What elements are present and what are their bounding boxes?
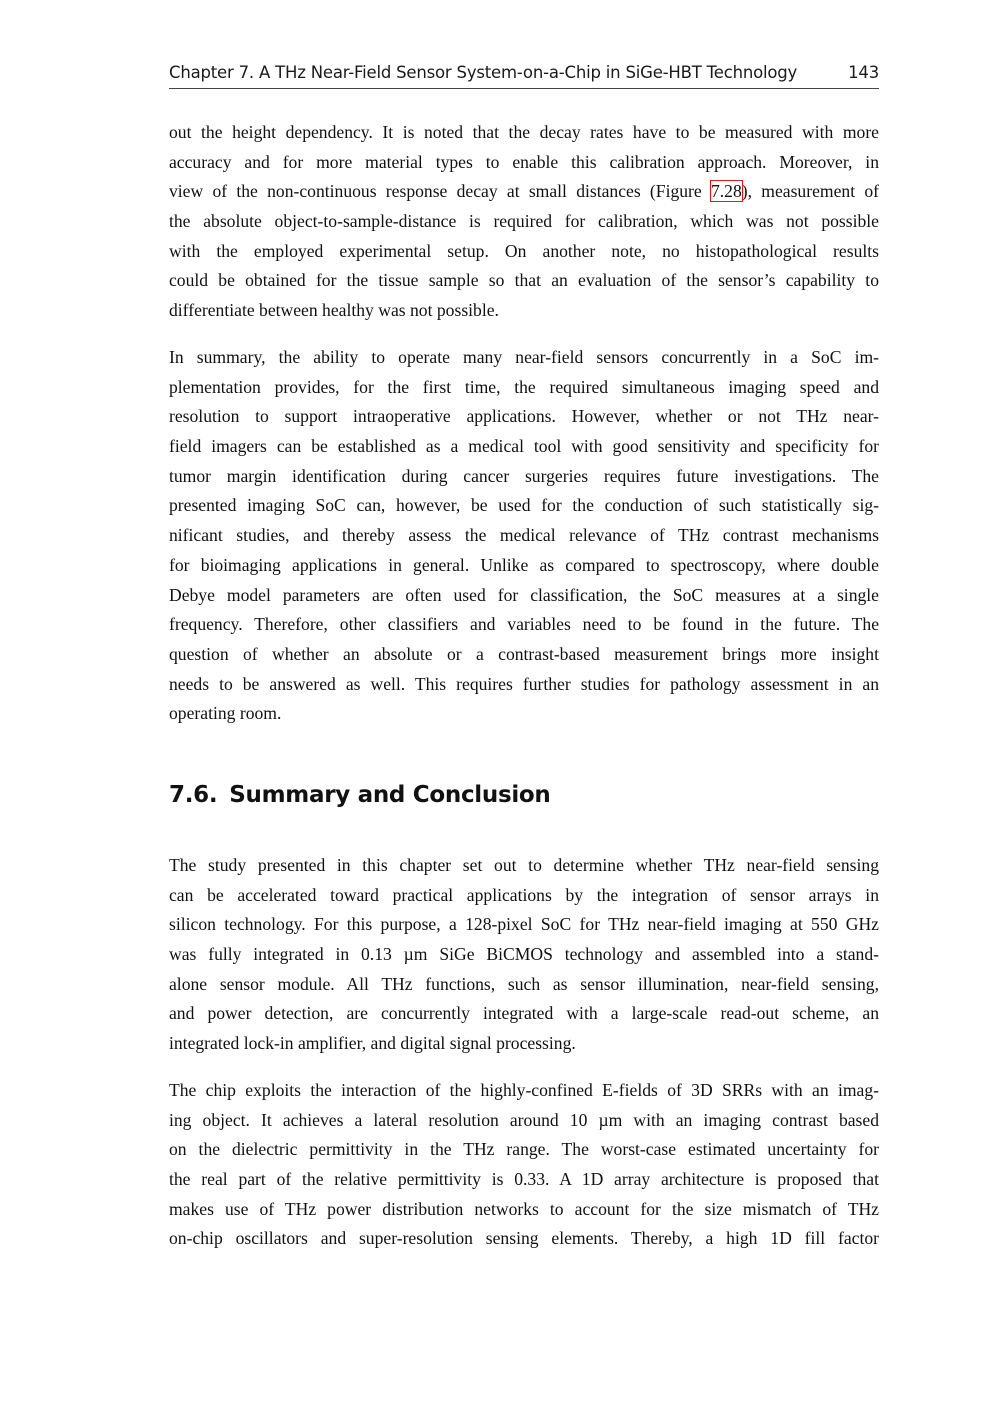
text-line: field imagers can be established as a medical tool with good sensitivity and specificity for xyxy=(169,436,879,457)
text-line: tumor margin identification during cancer surgeries requires future investigations. The xyxy=(169,465,879,486)
paragraph-study-overview xyxy=(169,851,879,1059)
text-line: operating room. xyxy=(169,703,282,724)
text-line: silicon technology. For this purpose, a 128-pixel SoC for THz near-field imaging at 550 GHz xyxy=(169,914,879,935)
text-line: makes use of THz power distribution networks to account for the size mismatch of THz xyxy=(169,1198,879,1219)
text-line: and power detection, are concurrently integrated with a large-scale read-out scheme, an xyxy=(169,1003,879,1024)
text-line: integrated lock-in amplifier, and digital signal processing. xyxy=(169,1033,576,1054)
text-line: the absolute object-to-sample-distance is required for calibration, which was not possible xyxy=(169,211,879,232)
text-line: accuracy and for more material types to enable this calibration approach. Moreover, in xyxy=(169,151,879,172)
text-line: on-chip oscillators and super-resolution sensing elements. Thereby, a high 1D fill factor xyxy=(169,1228,879,1249)
text-line: differentiate between healthy was not possible. xyxy=(169,300,499,321)
paragraph-chip-exploits xyxy=(169,1076,879,1254)
section-heading xyxy=(169,782,551,808)
text-line: ing object. It achieves a lateral resolution around 10 µm with an imaging contrast based xyxy=(169,1109,879,1130)
text-line: alone sensor module. All THz functions, such as sensor illumination, near-field sensing, xyxy=(169,973,879,994)
section-number: 7.6. xyxy=(169,782,218,808)
text-line: nificant studies, and thereby assess the medical relevance of THz contrast mechanisms xyxy=(169,525,879,546)
text-line: presented imaging SoC can, however, be used for the conduction of such statistically sig- xyxy=(169,495,879,516)
text-line: can be accelerated toward practical applications by the integration of sensor arrays in xyxy=(169,884,879,905)
text-line: Debye model parameters are often used for classification, the SoC measures at a single xyxy=(169,584,879,605)
text-line: The chip exploits the interaction of the highly-confined E-fields of 3D SRRs with an imag- xyxy=(169,1080,879,1100)
text-line: question of whether an absolute or a contrast-based measurement brings more insight xyxy=(169,643,879,664)
paragraph-calibration-limitations xyxy=(169,118,879,326)
text-line: view of the non-continuous response decay at small distances (Figure 7.28), measurement of xyxy=(169,181,879,202)
text-line: resolution to support intraoperative applications. However, whether or not THz near- xyxy=(169,406,879,427)
text-line: out the height dependency. It is noted that the decay rates have to be measured with more xyxy=(169,122,879,142)
text-line: was fully integrated in 0.13 µm SiGe BiCMOS technology and assembled into a stand- xyxy=(169,944,879,965)
text-line: The study presented in this chapter set out to determine whether THz near-field sensing xyxy=(169,855,879,875)
section-title: Summary and Conclusion xyxy=(229,782,551,808)
text-line: for bioimaging applications in general. Unlike as compared to spectroscopy, where double xyxy=(169,554,879,575)
page-number: 143 xyxy=(848,63,879,82)
text-line: could be obtained for the tissue sample so that an evaluation of the sensor’s capability to xyxy=(169,270,879,291)
running-header xyxy=(169,62,879,89)
text-line: the real part of the relative permittivity is 0.33. A 1D array architecture is proposed that xyxy=(169,1169,879,1190)
text-line: In summary, the ability to operate many near-field sensors concurrently in a SoC im- xyxy=(169,347,879,367)
text-line: frequency. Therefore, other classifiers and variables need to be found in the future. The xyxy=(169,614,879,635)
text-line: on the dielectric permittivity in the THz range. The worst-case estimated uncertainty for xyxy=(169,1139,879,1160)
text-line: plementation provides, for the first time, the required simultaneous imaging speed and xyxy=(169,376,879,397)
running-title: Chapter 7. A THz Near-Field Sensor System-on-a-Chip in SiGe-HBT Technology xyxy=(169,63,798,82)
figure-reference-link[interactable]: 7.28 xyxy=(710,181,742,202)
paragraph-summary-intraoperative xyxy=(169,343,879,729)
text-line: with the employed experimental setup. On another note, no histopathological results xyxy=(169,240,879,261)
text-line: needs to be answered as well. This requires further studies for pathology assessment in an xyxy=(169,673,879,694)
